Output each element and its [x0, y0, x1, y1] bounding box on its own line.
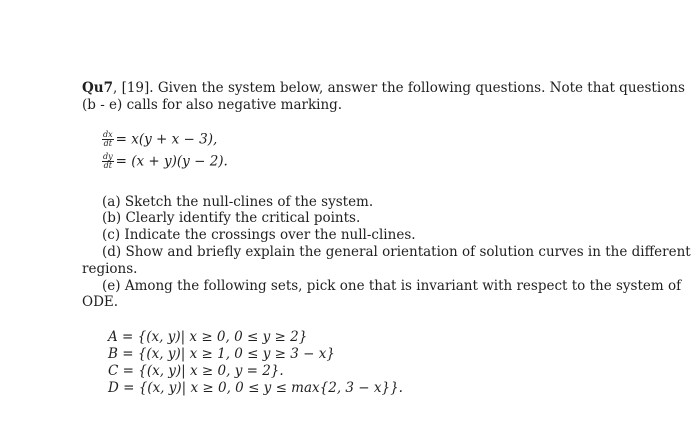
part-e-line1: (e) Among the following sets, pick one that is invariant with respect to the system of — [102, 278, 682, 294]
part-b: (b) Clearly identify the critical points. — [102, 210, 361, 226]
question-intro-line2: (b - e) calls for also negative marking. — [82, 97, 343, 113]
part-d-line1: (d) Show and briefly explain the general orientation of solution curves in the different — [102, 244, 691, 260]
set-c: C = {(x, y)| x ≥ 0, y = 2}. — [108, 363, 284, 379]
question-points: [19] — [121, 80, 150, 96]
eq1-denominator: dt — [103, 139, 112, 148]
eq2-denominator: dt — [103, 161, 112, 170]
eq1-numerator: dx — [103, 130, 113, 139]
part-c: (c) Indicate the crossings over the null-clines. — [102, 227, 416, 243]
question-label: Qu7 — [82, 80, 113, 96]
part-e-line2: ODE. — [82, 294, 119, 310]
set-b: B = {(x, y)| x ≥ 1, 0 ≤ y ≥ 3 − x} — [108, 346, 335, 362]
part-a: (a) Sketch the null-clines of the system. — [102, 194, 374, 210]
set-d: D = {(x, y)| x ≥ 0, 0 ≤ y ≤ max{2, 3 − x}}. — [108, 380, 403, 396]
set-a: A = {(x, y)| x ≥ 0, 0 ≤ y ≥ 2} — [108, 329, 308, 345]
question-intro-line1: . Given the system below, answer the following questions. Note that questions — [149, 80, 685, 96]
equation-1 — [102, 131, 217, 148]
eq2-rhs: = (x + y)(y − 2). — [115, 153, 228, 170]
eq2-fraction — [102, 153, 114, 170]
eq1-rhs: = x(y + x − 3), — [115, 131, 218, 148]
question-header: Qu7, [19]. Given the system below, answer the following questions. Note that questions — [82, 80, 685, 96]
part-d-line2: regions. — [82, 261, 138, 277]
eq2-numerator: dy — [103, 152, 113, 161]
eq1-fraction — [102, 131, 114, 148]
equation-2 — [102, 153, 228, 170]
